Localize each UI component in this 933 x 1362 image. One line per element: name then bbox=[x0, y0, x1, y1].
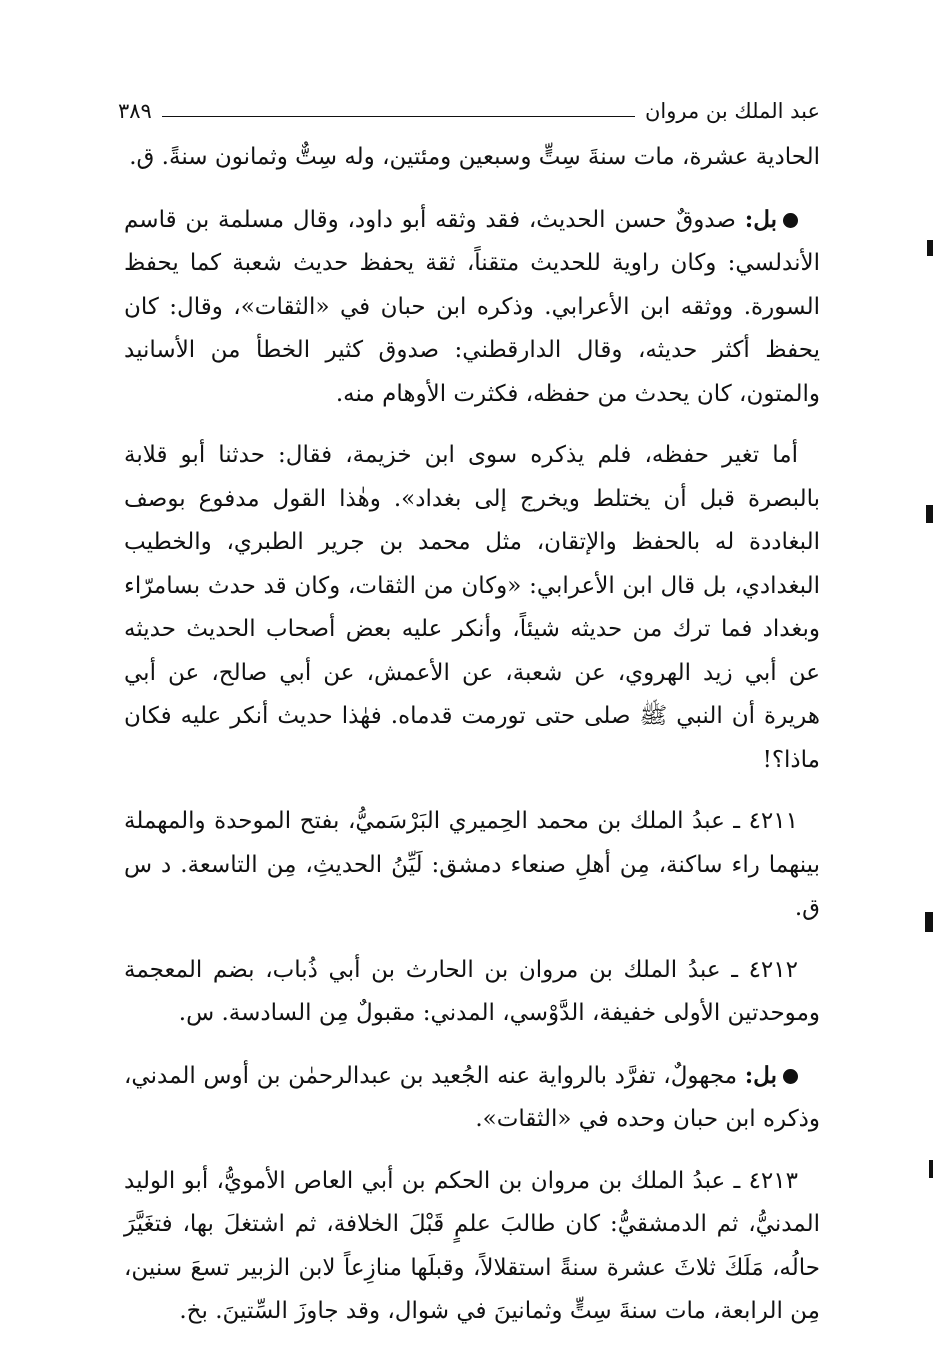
paragraph-continuation: الحادية عشرة، مات سنةَ سِتٍّ وسبعين ومئتين، وله سِتٌّ وثمانون سنةً. ق. bbox=[129, 144, 820, 170]
page-body bbox=[124, 136, 820, 1352]
entry-4213: ٤٢١٣ ـ عبدُ الملك بن مروان بن الحكم بن أبي العاص الأمويُّ، أبو الوليد المدنيُّ، ثم الدمشقيُّ: كان طالبَ علمٍ قَبْلَ الخلافة، ثم اشتغلَ بها، فتغَيَّرَ حالُه، مَلَكَ ثلاثَ عشرة سنةً استقلالاً، وقبلَها منازِعاً لابن الزبير تسعَ سنين، مِن الرابعة، مات سنةَ سِتٍّ وثمانينَ في شوال، وقد جاوزَ السِّتينَ. بخ. bbox=[124, 1167, 820, 1324]
margin-mark bbox=[925, 912, 933, 932]
running-header bbox=[118, 88, 820, 122]
entry-4211: ٤٢١١ ـ عبدُ الملك بن محمد الحِميري البَرْسَميُّ، بفتح الموحدة والمهملة بينهما راء ساكنة، مِن أهلِ صنعاء دمشق: لَيِّنُ الحديثِ، مِن التاسعة. د س ق. bbox=[124, 808, 820, 921]
commentary-paragraph: بل: مجهولٌ، تفرَّد بالرواية عنه الجُعيد بن عبدالرحمٰن بن أوس المدني، وذكره ابن حبان وحده في «الثقات». bbox=[124, 1061, 820, 1132]
margin-mark bbox=[929, 1160, 933, 1178]
margin-mark bbox=[926, 505, 933, 523]
commentary-paragraph: بل: صدوقٌ حسن الحديث، فقد وثقه أبو داود، وقال مسلمة بن قاسم الأندلسي: وكان راوية للحديث متقناً، ثقة يحفظ حديث شعبة كما يحفظ السورة. ووثقه ابن الأعرابي. وذكره ابن حبان في «الثقات»، وقال: كان يحفظ أكثر حديثه، وقال الدارقطني: صدوق كثير الخطأ من الأسانيد والمتون، كان يحدث من حفظه، فكثرت الأوهام منه. bbox=[124, 205, 820, 407]
margin-mark bbox=[927, 240, 933, 256]
running-title: عبد الملك بن مروان bbox=[644, 99, 820, 123]
page-number: ٣٨٩ bbox=[118, 99, 152, 123]
bullet-icon bbox=[783, 1069, 798, 1084]
bullet-icon bbox=[783, 213, 798, 228]
entry-4212: ٤٢١٢ ـ عبدُ الملك بن مروان بن الحارث بن أبي ذُباب، بضم المعجمة وموحدتين الأولى خفيفة، الدَّوْسي، المدني: مقبولٌ مِن السادسة. س. bbox=[124, 956, 820, 1026]
commentary-paragraph: أما تغير حفظه، فلم يذكره سوى ابن خزيمة، فقال: حدثنا أبو قلابة بالبصرة قبل أن يختلط ويخرج إلى بغداد». وهٰذا القول مدفوع بوصف البغاددة له بالحفظ والإتقان، مثل محمد بن جرير الطبري، والخطيب البغدادي، بل قال ابن الأعرابي: «وكان من الثقات، وكان قد حدث بسامرّاء وبغداد فما ترك من حديثه شيئاً، وأنكر عليه بعض أصحاب الحديث حديثه عن أبي زيد الهروي، عن شعبة، عن الأعمش، عن أبي صالح، عن أبي هريرة أن النبي ﷺ صلى حتى تورمت قدماه. فهٰذا حديث أنكر عليه فكان ماذا؟! bbox=[124, 442, 820, 773]
header-rule bbox=[162, 116, 635, 117]
